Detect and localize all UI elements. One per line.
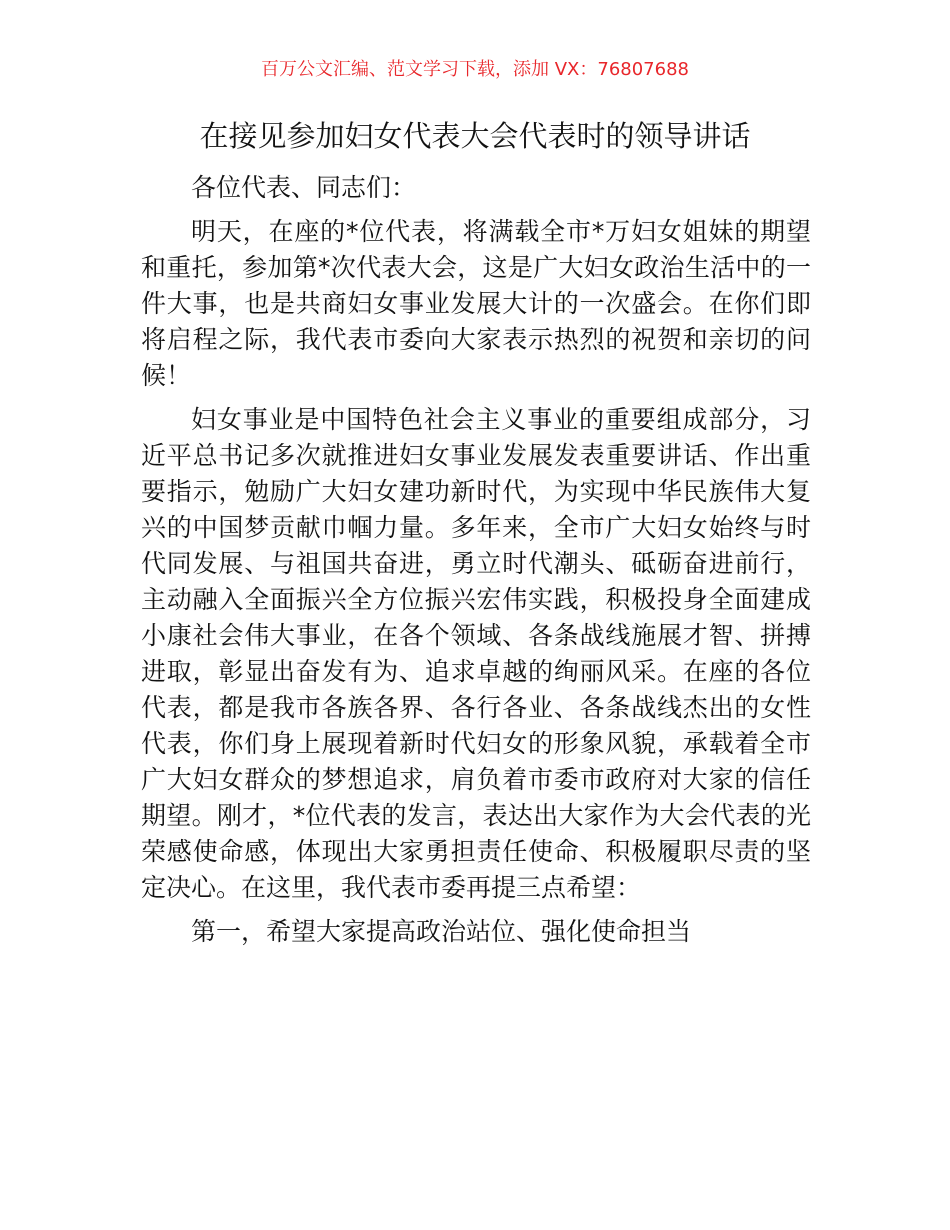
paragraph-opening: 明天，在座的*位代表，将满载全市*万妇女姐妹的期望和重托，参加第*次代表大会，这是广大妇女政治生活中的一件大事，也是共商妇女事业发展大计的一次盛会。在你们即将启程之际，我代表市委向大家表示热烈的祝贺和亲切的问候！ bbox=[141, 217, 811, 390]
document-body bbox=[141, 170, 811, 958]
paragraph-main: 妇女事业是中国特色社会主义事业的重要组成部分，习近平总书记多次就推进妇女事业发展发表重要讲话、作出重要指示，勉励广大妇女建功新时代，为实现中华民族伟大复兴的中国梦贡献巾帼力量。多年来，全市广大妇女始终与时代同发展、与祖国共奋进，勇立时代潮头、砥砺奋进前行，主动融入全面振兴全方位振兴宏伟实践，积极投身全面建成小康社会伟大事业，在各个领域、各条战线施展才智、拼搏进取，彰显出奋发有为、追求卓越的绚丽风采。在座的各位代表，都是我市各族各界、各行各业、各条战线杰出的女性代表，你们身上展现着新时代妇女的形象风貌，承载着全市广大妇女群众的梦想追求，肩负着市委市政府对大家的信任期望。刚才，*位代表的发言，表达出大家作为大会代表的光荣感使命感，体现出大家勇担责任使命、积极履职尽责的坚定决心。在这里，我代表市委再提三点希望： bbox=[141, 405, 811, 902]
paragraph-salutation: 各位代表、同志们： bbox=[191, 173, 417, 202]
paragraph-first-point: 第一，希望大家提高政治站位、强化使命担当 bbox=[191, 917, 692, 946]
document-title: 在接见参加妇女代表大会代表时的领导讲话 bbox=[199, 119, 751, 153]
header-watermark-note: 百万公文汇编、范文学习下载，添加 VX：76807688 bbox=[261, 59, 689, 80]
